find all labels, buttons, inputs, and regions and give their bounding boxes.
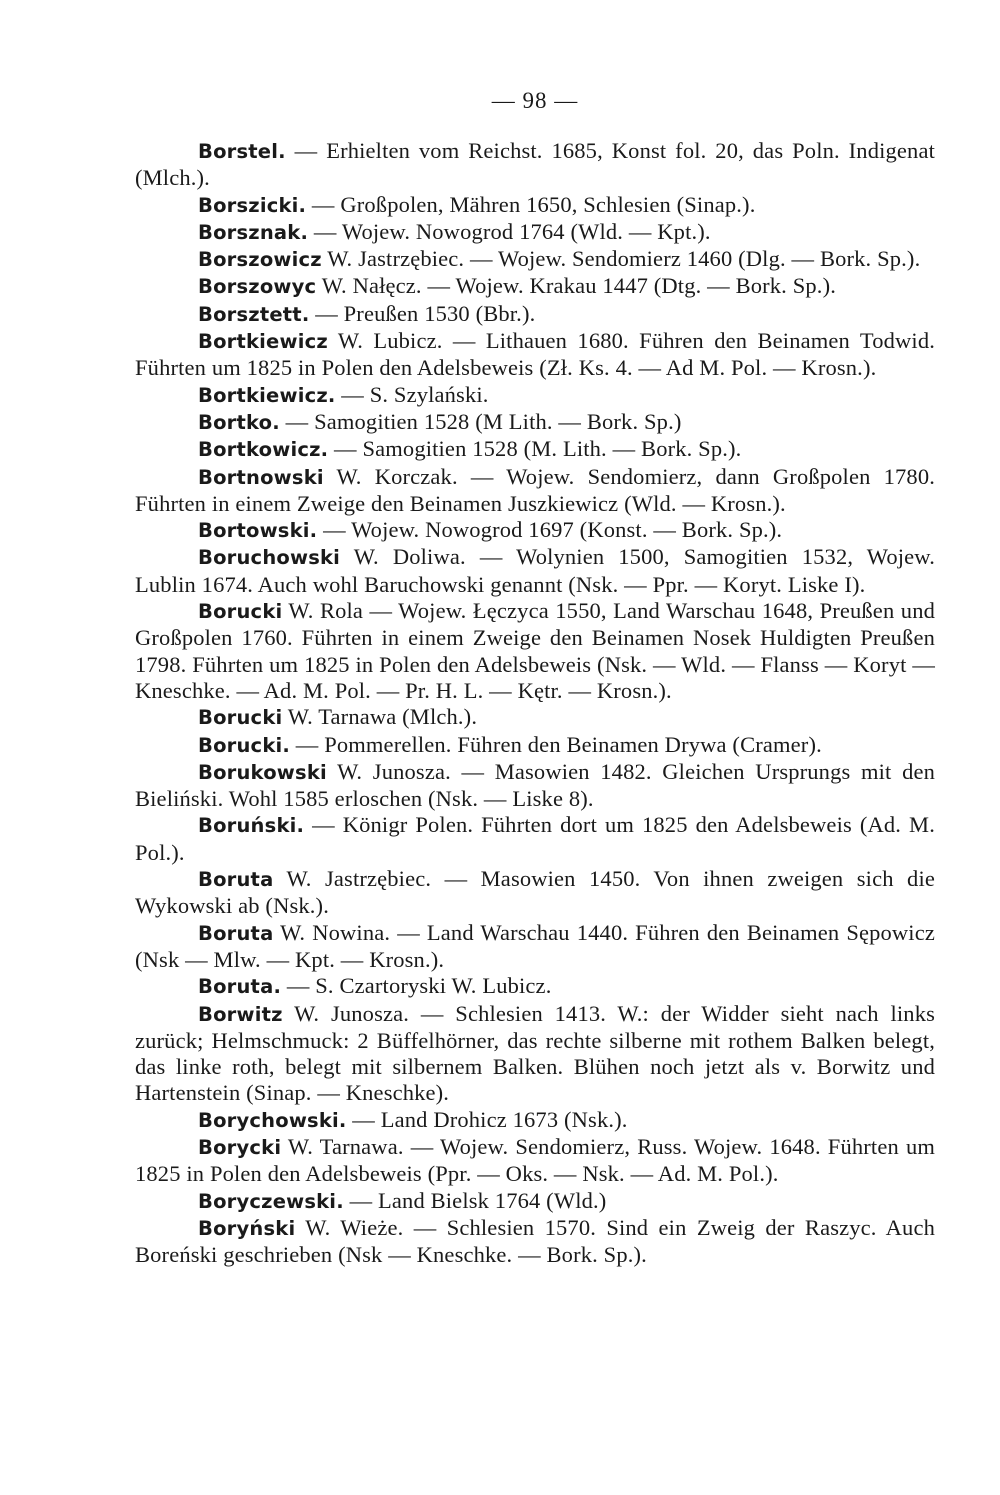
entry-headword: Bortowski.	[198, 519, 318, 543]
dictionary-entry	[135, 328, 935, 382]
entry-headword: Borycki	[198, 1135, 282, 1159]
entry-text: W. Junosza. — Masowien 1482. Gleichen Ursprungs mit den Bieliński. Wohl 1585 erloschen (Nsk. — Liske 8).	[135, 758, 936, 812]
entry-text: — Samogitien 1528 (M. Lith. — Bork. Sp.).	[334, 436, 742, 462]
dictionary-entry	[135, 544, 935, 598]
entry-headword: Borstel.	[198, 140, 286, 163]
dictionary-entry	[135, 920, 935, 974]
entry-headword: Boruchowski	[198, 546, 341, 570]
page-number: — 98 —	[491, 88, 579, 113]
entry-text: — Land Bielsk 1764 (Wld.)	[349, 1187, 607, 1213]
entry-text: W. Doliwa. — Wolynien 1500, Samogitien 1532, Wojew. Lublin 1674. Auch wohl Baruchowski genannt (Nsk. — Ppr. — Koryt. Liske I).	[135, 544, 935, 597]
entry-headword: Boryński	[198, 1216, 296, 1240]
entry-text: W. Korczak. — Wojew. Sendomierz, dann Großpolen 1780. Führten in einem Zweige den Beinamen Juszkiewicz (Wld. — Krosn.).	[135, 463, 935, 516]
dictionary-entry	[135, 1188, 935, 1215]
dictionary-entry	[135, 598, 935, 704]
entry-headword: Borucki.	[198, 733, 290, 757]
entry-headword: Boruński.	[198, 814, 305, 838]
dictionary-entry	[135, 1134, 935, 1188]
entry-text: W. Nowina. — Land Warschau 1440. Führen den Beinamen Sępowicz (Nsk — Mlw. — Kpt. — Krosn.).	[135, 919, 935, 972]
entry-text: — Wojew. Nowogrod 1764 (Wld. — Kpt.).	[313, 218, 711, 244]
entry-headword: Bortkiewicz	[198, 330, 328, 354]
entry-text: — Pommerellen. Führen den Beinamen Drywa (Cramer).	[295, 731, 822, 757]
entry-text: W. Jastrzębiec. — Masowien 1450. Von ihnen zweigen sich die Wykowski ab (Nsk.).	[135, 866, 935, 919]
entry-text: — Erhielten vom Reichst. 1685, Konst fol. 20, das Poln. Indigenat (Mlch.).	[135, 138, 935, 191]
dictionary-entry	[135, 1001, 935, 1107]
dictionary-entry	[135, 382, 935, 409]
entry-headword: Boryczewski.	[198, 1189, 344, 1213]
entry-text: — Preußen 1530 (Bbr.).	[315, 300, 536, 326]
entry-text: — Königr Polen. Führten dort um 1825 den Adelsbeweis (Ad. M. Pol.).	[135, 812, 935, 865]
entry-list	[135, 138, 935, 1268]
entry-headword: Borucki	[198, 600, 283, 624]
dictionary-entry	[135, 1107, 935, 1134]
entry-headword: Borszicki.	[198, 193, 307, 217]
entry-text: — Samogitien 1528 (M Lith. — Bork. Sp.)	[285, 408, 682, 434]
entry-text: — Land Drohicz 1673 (Nsk.).	[352, 1106, 628, 1132]
entry-text: — S. Szylański.	[341, 381, 489, 407]
entry-text: — S. Czartoryski W. Lubicz.	[286, 973, 552, 999]
entry-headword: Borukowski	[198, 760, 327, 784]
entry-text: W. Jastrzębiec. — Wojew. Sendomierz 1460 (Dlg. — Bork. Sp.).	[327, 246, 921, 272]
entry-text: — Wojew. Nowogrod 1697 (Konst. — Bork. Sp.).	[323, 517, 783, 543]
entry-text: W. Tarnawa. — Wojew. Sendomierz, Russ. Wojew. 1648. Führten um 1825 in Polen den Adelsbeweis (Ppr. — Oks. — Nsk. — Ad. M. Pol.).	[135, 1133, 935, 1187]
entry-text: W. Junosza. — Schlesien 1413. W.: der Widder sieht nach links zurück; Helmschmuck: 2 Büffelhörner, das rechte silberne mit rothem Balken belegt, das linke roth, belegt mit silbernem Balken. Blühen noch jetzt als v. Borwitz und Hartenstein (Sinap. — Kneschke).	[135, 1000, 936, 1106]
dictionary-entry	[135, 812, 935, 866]
entry-text: W. Tarnawa (Mlch.).	[287, 704, 478, 730]
entry-text: W. Wieże. — Schlesien 1570. Sind ein Zweig der Raszyc. Auch Boreński geschrieben (Nsk — Kneschke. — Bork. Sp.).	[135, 1214, 935, 1268]
dictionary-entry	[135, 866, 935, 920]
entry-text: W. Lubicz. — Lithauen 1680. Führen den Beinamen Todwid. Führten um 1825 in Polen den Adelsbeweis (Zł. Ks. 4. — Ad M. Pol. — Krosn.).	[135, 328, 936, 381]
dictionary-entry	[135, 973, 935, 1000]
dictionary-entry	[135, 409, 935, 436]
dictionary-entry	[135, 1215, 935, 1269]
entry-headword: Bortkiewicz.	[198, 383, 336, 407]
dictionary-entry	[135, 246, 935, 273]
entry-headword: Borychowski.	[198, 1108, 347, 1132]
dictionary-entry	[135, 301, 935, 328]
entry-headword: Borsznak.	[198, 220, 309, 244]
dictionary-entry	[135, 219, 935, 246]
entry-text: W. Nałęcz. — Wojew. Krakau 1447 (Dtg. — Bork. Sp.).	[321, 273, 836, 299]
entry-headword: Borucki	[198, 706, 283, 730]
dictionary-entry	[135, 192, 935, 219]
dictionary-entry	[135, 704, 935, 731]
dictionary-entry	[135, 464, 935, 518]
entry-headword: Borszowyc	[198, 275, 317, 299]
entry-headword: Bortkowicz.	[198, 438, 329, 462]
dictionary-entry	[135, 517, 935, 544]
dictionary-entry	[135, 138, 935, 192]
dictionary-entry	[135, 436, 935, 463]
entry-text: W. Rola — Wojew. Łęczyca 1550, Land Warschau 1648, Preußen und Großpolen 1760. Führten in einem Zweige den Beinamen Nosek Huldigten Preußen 1798. Führten um 1825 in Polen den Adelsbeweis (Nsk. — Wld. — Flanss — Koryt — Kneschke. — Ad. M. Pol. — Pr. H. L. — Kętr. — Krosn.).	[135, 598, 935, 703]
dictionary-entry	[135, 732, 935, 759]
entry-headword: Borwitz	[198, 1002, 283, 1026]
entry-headword: Bortnowski	[198, 465, 324, 489]
dictionary-entry	[135, 759, 935, 813]
dictionary-entry	[135, 273, 935, 300]
entry-headword: Borszowicz	[198, 248, 322, 272]
entry-headword: Boruta	[198, 921, 274, 945]
entry-headword: Boruta.	[198, 975, 282, 999]
entry-headword: Bortko.	[198, 410, 280, 434]
entry-headword: Boruta	[198, 868, 274, 892]
entry-headword: Borsztett.	[198, 302, 310, 326]
entry-text: — Großpolen, Mähren 1650, Schlesien (Sinap.).	[311, 191, 756, 217]
